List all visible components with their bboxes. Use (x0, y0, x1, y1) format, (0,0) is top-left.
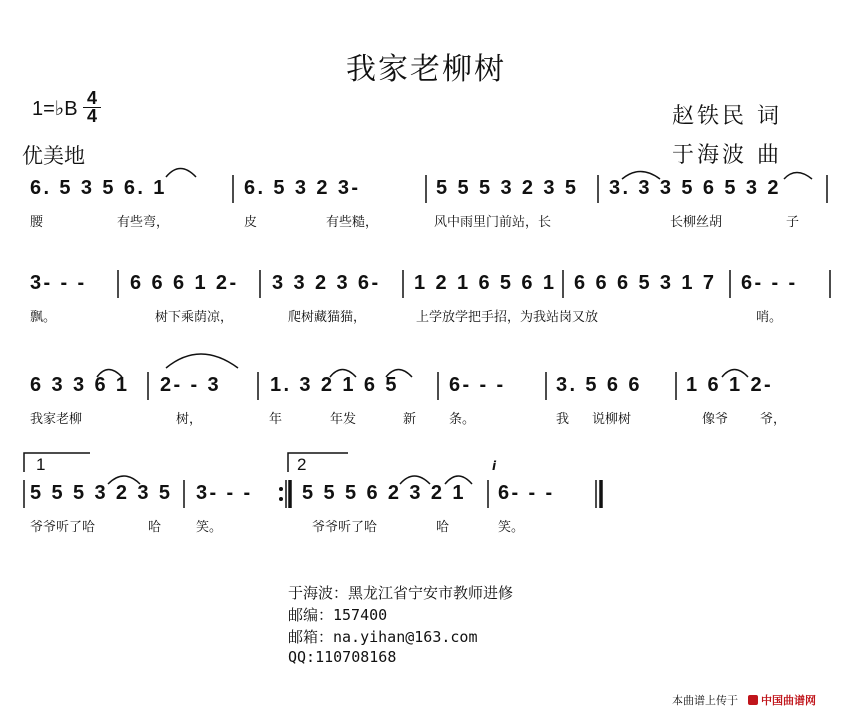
lyric-segment: 树， (176, 412, 203, 427)
lyric-segment: 像爷 (702, 412, 729, 427)
site-logo-icon (748, 695, 758, 705)
tempo-marking: 优美地 (22, 144, 85, 168)
lyric-segment: 年 (269, 412, 283, 427)
composer-credit: 于海波 曲 (672, 143, 782, 168)
measure: 1 6 1 2- (686, 374, 774, 396)
slur (166, 169, 196, 178)
lyric-segment: 新 (403, 412, 417, 427)
lyric-segment: 条。 (449, 412, 476, 427)
lyric-segment: 有些糙， (326, 215, 379, 230)
slur (386, 370, 412, 378)
slur (445, 476, 472, 484)
lyric-segment: 年发 (330, 412, 357, 427)
slur (722, 370, 748, 378)
slur (97, 370, 122, 378)
slur (330, 370, 356, 378)
lyric-segment: 爷爷听了哈 (312, 520, 378, 535)
measure: 3- - - (30, 272, 87, 294)
lyric-segment: 有些弯， (117, 215, 170, 230)
lyric-segment: 笑。 (196, 520, 223, 535)
measure: 3. 3 3 5 6 5 3 2 (609, 177, 781, 199)
lyric-segment: 上学放学把手招，为我站岗又放 (416, 310, 599, 325)
measure: 1 2 1 6 5 6 1 (414, 272, 557, 294)
lyric-segment: 皮 (244, 215, 258, 230)
site-logo-text: 中国曲谱网 (761, 694, 816, 707)
measure: 3 3 2 3 6- (272, 272, 381, 294)
lyric-segment: 腰 (30, 215, 44, 230)
measure: 1. 3 2 1 6 5 (270, 374, 399, 396)
slur (400, 476, 430, 484)
measure: 6. 5 3 2 3- (244, 177, 361, 199)
second-ending-bracket (288, 453, 348, 472)
slur (166, 354, 238, 368)
lyric-segment: 哨。 (756, 310, 783, 325)
slur (108, 476, 140, 484)
lyric-segment: 长柳丝胡 (670, 215, 723, 230)
measure: 5 5 5 3 2 3 5 (436, 177, 579, 199)
measure: 6 3 3 6 1 (30, 374, 130, 396)
contact-postcode: 邮编：157400 (288, 606, 388, 624)
measure: 6- - - (498, 482, 555, 504)
contact-qq: QQ:110708168 (288, 648, 397, 666)
time-signature-denominator: 4 (86, 106, 97, 126)
lyric-segment: 爬树藏猫猫， (288, 310, 367, 325)
lyric-segment: 哈 (436, 520, 450, 535)
upload-notice: 本曲谱上传于 (672, 694, 738, 707)
measure: 6- - - (741, 272, 798, 294)
lyric-segment: 爷爷听了哈 (30, 520, 96, 535)
contact-email: 邮箱：na.yihan@163.com (288, 628, 478, 646)
lyric-segment: 我家老柳 (30, 412, 83, 427)
measure: 5 5 5 6 2 3 2 1 (302, 482, 466, 504)
lyricist-credit: 赵铁民 词 (672, 104, 782, 129)
slur (622, 172, 660, 180)
lyric-segment: 我 (556, 412, 570, 427)
time-signature-numerator: 4 (83, 90, 101, 108)
repeat-dot (279, 497, 283, 501)
repeat-dot (279, 487, 283, 491)
lyric-segment: 树下乘荫凉， (155, 310, 234, 325)
contact-line: 于海波：黑龙江省宁安市教师进修 (288, 584, 514, 602)
second-ending-number: 2 (297, 455, 307, 474)
lyric-segment: 子 (786, 215, 800, 230)
first-ending-number: 1 (36, 455, 46, 474)
first-ending-bracket (24, 453, 90, 472)
measure: 6- - - (449, 374, 506, 396)
lyric-segment: 说柳树 (592, 412, 632, 427)
measure: 3. 5 6 6 (556, 374, 642, 396)
lyric-segment: 爷， (760, 412, 787, 427)
measure: 2- - 3 (160, 374, 222, 396)
slur (784, 173, 812, 180)
measure: 3- - - (196, 482, 253, 504)
measure: 6 6 6 1 2- (130, 272, 239, 294)
measure: 5 5 5 3 2 3 5 (30, 482, 173, 504)
site-logo (748, 692, 816, 708)
lyric-segment: 笑。 (498, 520, 525, 535)
measure: 6. 5 3 5 6. 1 (30, 177, 167, 199)
lyric-segment: 哈 (148, 520, 162, 535)
lyric-segment: 风中雨里门前站，长 (434, 215, 552, 230)
grace-note: i (492, 459, 497, 473)
key-signature: 1=♭B (32, 98, 78, 120)
measure: 6 6 6 5 3 1 7 (574, 272, 717, 294)
lyric-segment: 飘。 (30, 310, 57, 325)
song-title: 我家老柳树 (346, 52, 506, 87)
